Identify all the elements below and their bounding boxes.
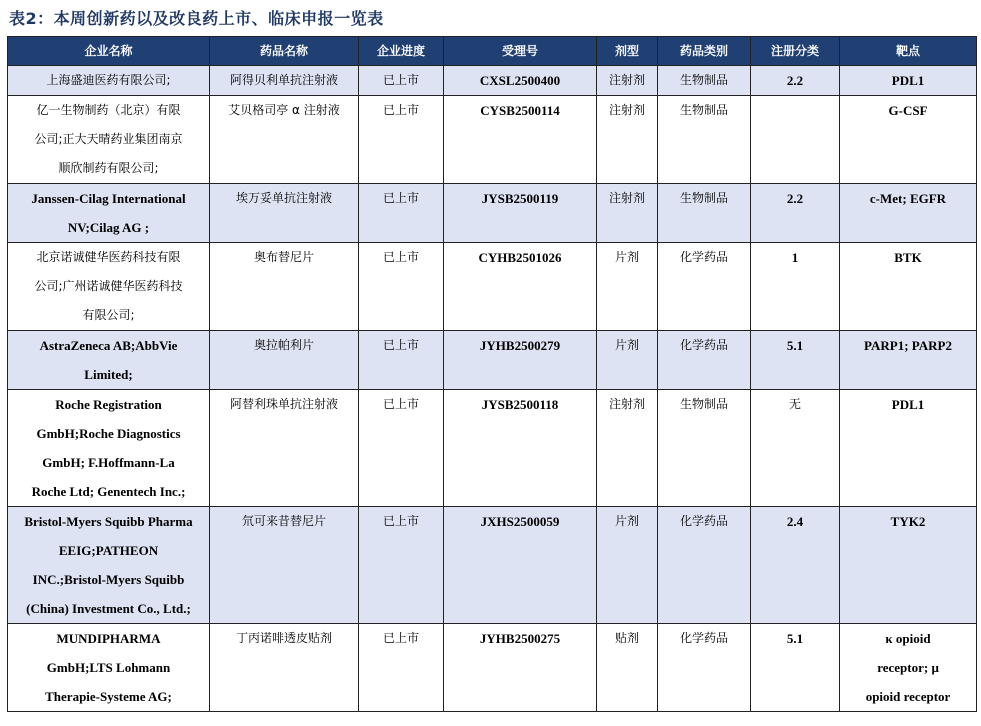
cell-company xyxy=(8,66,210,96)
cell-drug: 丁丙诺啡透皮贴剂 xyxy=(210,624,359,712)
cell-form: 注射剂 xyxy=(597,184,658,243)
cell-company-line: 公司;广州诺诚健华医药科技 xyxy=(34,279,183,293)
cell-company-line: GmbH; F.Hoffmann-La xyxy=(42,455,175,470)
cell-progress: 已上市 xyxy=(359,184,444,243)
cell-category: 化学药品 xyxy=(658,331,751,390)
cell-reg-class: 2.2 xyxy=(751,66,840,96)
table-title: 表2：本周创新药以及改良药上市、临床申报一览表 xyxy=(9,9,384,28)
cell-company-line: 有限公司; xyxy=(82,308,135,322)
cell-target-line: PDL1 xyxy=(891,397,925,412)
header-drug: 药品名称 xyxy=(210,37,359,66)
cell-target xyxy=(840,96,977,184)
header-row xyxy=(8,37,977,66)
cell-company-line: GmbH;LTS Lohmann xyxy=(46,660,171,675)
cell-accept-no: JYHB2500279 xyxy=(444,331,597,390)
cell-target xyxy=(840,507,977,624)
cell-target-line: opioid receptor xyxy=(865,689,951,704)
cell-company-line: Roche Registration xyxy=(55,397,162,412)
cell-company-line: GmbH;Roche Diagnostics xyxy=(36,426,181,441)
cell-form: 片剂 xyxy=(597,243,658,331)
cell-progress: 已上市 xyxy=(359,390,444,507)
cell-target-line: receptor; μ xyxy=(877,660,939,675)
cell-accept-no: JYSB2500118 xyxy=(444,390,597,507)
cell-company xyxy=(8,96,210,184)
cell-form: 注射剂 xyxy=(597,390,658,507)
header-progress: 企业进度 xyxy=(359,37,444,66)
cell-category: 生物制品 xyxy=(658,184,751,243)
cell-target-line: κ opioid xyxy=(885,631,931,646)
cell-drug: 埃万妥单抗注射液 xyxy=(210,184,359,243)
cell-reg-class: 2.4 xyxy=(751,507,840,624)
cell-target xyxy=(840,243,977,331)
cell-target xyxy=(840,331,977,390)
cell-company xyxy=(8,624,210,712)
cell-company-line: Roche Ltd; Genentech Inc.; xyxy=(31,484,186,499)
cell-company xyxy=(8,184,210,243)
cell-progress: 已上市 xyxy=(359,96,444,184)
cell-company xyxy=(8,243,210,331)
cell-company-line: Janssen-Cilag International xyxy=(31,191,186,206)
cell-target-line: BTK xyxy=(894,250,922,265)
cell-drug: 阿得贝利单抗注射液 xyxy=(210,66,359,96)
cell-drug: 奥拉帕利片 xyxy=(210,331,359,390)
header-category: 药品类别 xyxy=(658,37,751,66)
cell-accept-no: JYHB2500275 xyxy=(444,624,597,712)
cell-progress: 已上市 xyxy=(359,66,444,96)
cell-company-line: MUNDIPHARMA xyxy=(56,631,161,646)
cell-company-line: NV;Cilag AG ; xyxy=(67,220,150,235)
cell-accept-no: CXSL2500400 xyxy=(444,66,597,96)
cell-accept-no: CYSB2500114 xyxy=(444,96,597,184)
header-form: 剂型 xyxy=(597,37,658,66)
cell-company-line: Bristol-Myers Squibb Pharma xyxy=(24,514,193,529)
cell-drug: 艾贝格司亭 α 注射液 xyxy=(210,96,359,184)
cell-target-line: PARP1; PARP2 xyxy=(864,338,952,353)
cell-company-line: Limited; xyxy=(84,367,133,382)
cell-form: 贴剂 xyxy=(597,624,658,712)
cell-target xyxy=(840,184,977,243)
cell-form: 片剂 xyxy=(597,507,658,624)
cell-category: 化学药品 xyxy=(658,624,751,712)
cell-company-line: 上海盛迪医药有限公司; xyxy=(46,73,171,87)
header-target: 靶点 xyxy=(840,37,977,66)
header-company: 企业名称 xyxy=(8,37,210,66)
cell-company xyxy=(8,507,210,624)
cell-form: 注射剂 xyxy=(597,66,658,96)
cell-category: 化学药品 xyxy=(658,507,751,624)
cell-reg-class: 5.1 xyxy=(751,331,840,390)
cell-target xyxy=(840,66,977,96)
cell-company-line: EEIG;PATHEON xyxy=(58,543,159,558)
header-accept-no: 受理号 xyxy=(444,37,597,66)
table-row xyxy=(8,243,977,331)
cell-progress: 已上市 xyxy=(359,507,444,624)
cell-category: 生物制品 xyxy=(658,390,751,507)
table-row xyxy=(8,624,977,712)
cell-target-line: TYK2 xyxy=(890,514,926,529)
table-row xyxy=(8,184,977,243)
cell-reg-class xyxy=(751,96,840,184)
cell-progress: 已上市 xyxy=(359,331,444,390)
cell-reg-class: 无 xyxy=(751,390,840,507)
cell-accept-no: JYSB2500119 xyxy=(444,184,597,243)
cell-company-line: 顺欣制药有限公司; xyxy=(58,161,159,175)
cell-reg-class: 1 xyxy=(751,243,840,331)
cell-target xyxy=(840,390,977,507)
table-row xyxy=(8,507,977,624)
cell-drug: 奥布替尼片 xyxy=(210,243,359,331)
table-row xyxy=(8,66,977,96)
cell-progress: 已上市 xyxy=(359,243,444,331)
cell-progress: 已上市 xyxy=(359,624,444,712)
cell-company-line: Therapie-Systeme AG; xyxy=(45,689,172,704)
cell-company xyxy=(8,390,210,507)
cell-accept-no: CYHB2501026 xyxy=(444,243,597,331)
cell-company-line: (China) Investment Co., Ltd.; xyxy=(26,601,191,616)
cell-target-line: G-CSF xyxy=(888,103,928,118)
cell-company-line: 公司;正大天晴药业集团南京 xyxy=(34,132,183,146)
cell-form: 注射剂 xyxy=(597,96,658,184)
cell-company-line: 亿一生物制药（北京）有限 xyxy=(36,103,181,117)
table-row xyxy=(8,390,977,507)
cell-target xyxy=(840,624,977,712)
cell-company xyxy=(8,331,210,390)
table-row xyxy=(8,331,977,390)
cell-target-line: PDL1 xyxy=(891,73,925,88)
cell-accept-no: JXHS2500059 xyxy=(444,507,597,624)
cell-category: 化学药品 xyxy=(658,243,751,331)
drug-listing-table xyxy=(7,36,977,712)
table-body xyxy=(8,66,977,712)
cell-company-line: AstraZeneca AB;AbbVie xyxy=(39,338,178,353)
cell-form: 片剂 xyxy=(597,331,658,390)
cell-reg-class: 2.2 xyxy=(751,184,840,243)
cell-category: 生物制品 xyxy=(658,66,751,96)
cell-drug: 阿替利珠单抗注射液 xyxy=(210,390,359,507)
cell-category: 生物制品 xyxy=(658,96,751,184)
cell-drug: 氘可来昔替尼片 xyxy=(210,507,359,624)
cell-reg-class: 5.1 xyxy=(751,624,840,712)
cell-target-line: c-Met; EGFR xyxy=(869,191,947,206)
cell-company-line: INC.;Bristol-Myers Squibb xyxy=(32,572,185,587)
table-row xyxy=(8,96,977,184)
cell-company-line: 北京诺诚健华医药科技有限 xyxy=(36,250,181,264)
header-reg-class: 注册分类 xyxy=(751,37,840,66)
